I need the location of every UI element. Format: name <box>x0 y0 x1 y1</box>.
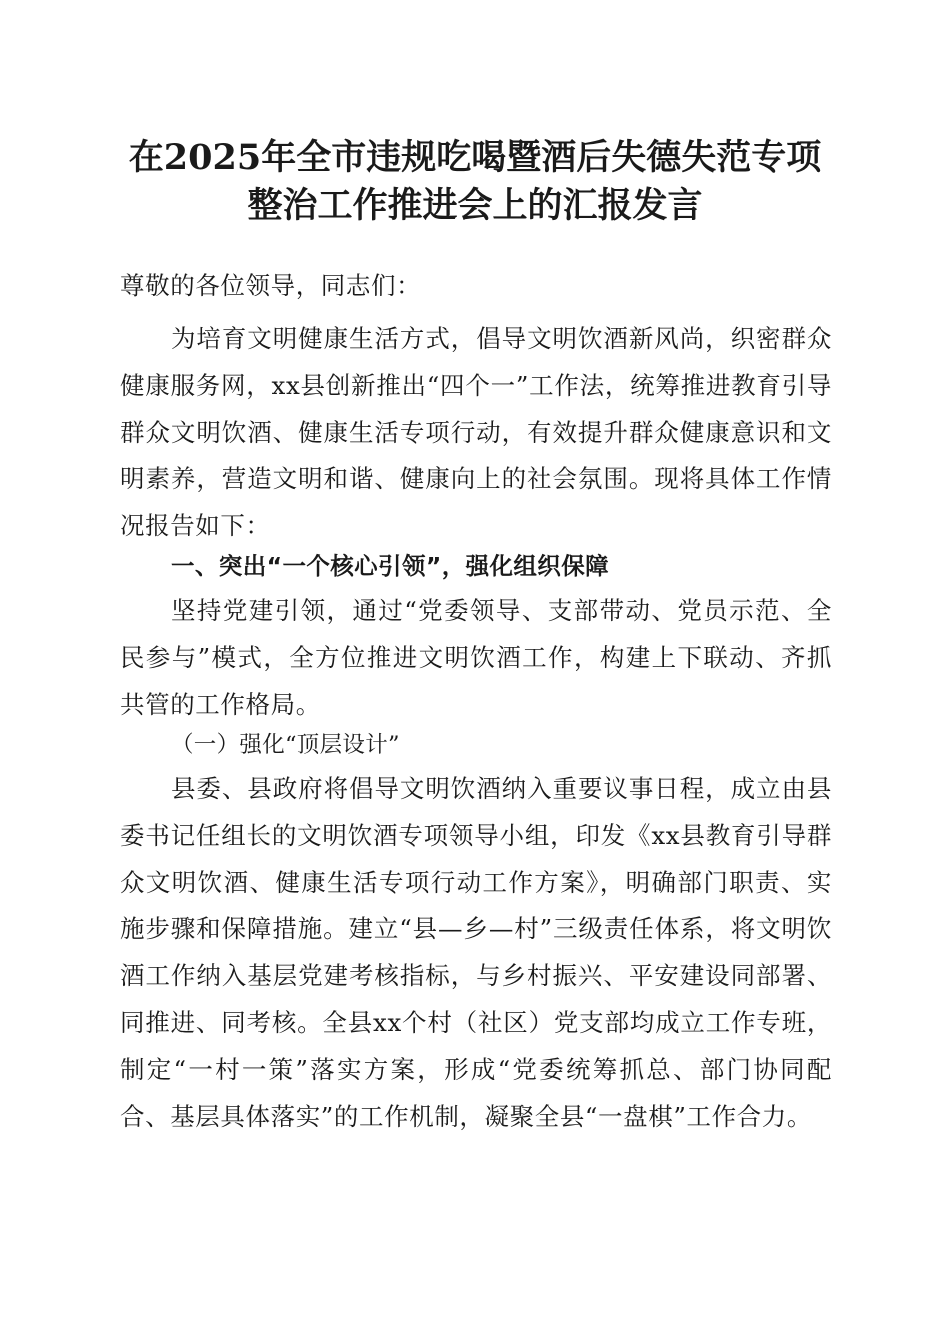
section-1-heading: 一、突出“一个核心引领”，强化组织保障 <box>171 552 609 580</box>
subsection-1-heading: （一）强化“顶层设计” <box>171 732 400 758</box>
salutation: 尊敬的各位领导，同志们： <box>120 271 422 300</box>
title-line-1: 在2025年全市违规吃喝暨酒后失德失范专项 <box>128 137 822 178</box>
subsection-1-paragraph: 县委、县政府将倡导文明饮酒纳入重要议事日程，成立由县委书记任组长的文明饮酒专项领导小组，印发《xx县教育引导群众文明饮酒、健康生活专项行动工作方案》，明确部门职责、实施步骤和保障措施。建立“县—乡—村”三级责任体系，将文明饮酒工作纳入基层党建考核指标，与乡村振兴、平安建设同部署、同推进、同考核。全县xx个村（社区）党支部均成立工作专班，制定“一村一策”落实方案，形成“党委统筹抓总、部门协同配合、基层具体落实”的工作机制，凝聚全县“一盘棋”工作合力。 <box>120 774 832 1131</box>
title-line-2: 整治工作推进会上的汇报发言 <box>247 185 703 226</box>
intro-paragraph: 为培育文明健康生活方式，倡导文明饮酒新风尚，织密群众健康服务网，xx县创新推出“四个一”工作法，统筹推进教育引导群众文明饮酒、健康生活专项行动，有效提升群众健康意识和文明素养，营造文明和谐、健康向上的社会氛围。现将具体工作情况报告如下： <box>120 324 832 541</box>
section-1-paragraph: 坚持党建引领，通过“党委领导、支部带动、党员示范、全民参与”模式，全方位推进文明饮酒工作，构建上下联动、齐抓共管的工作格局。 <box>120 596 832 719</box>
document-title <box>100 134 850 230</box>
